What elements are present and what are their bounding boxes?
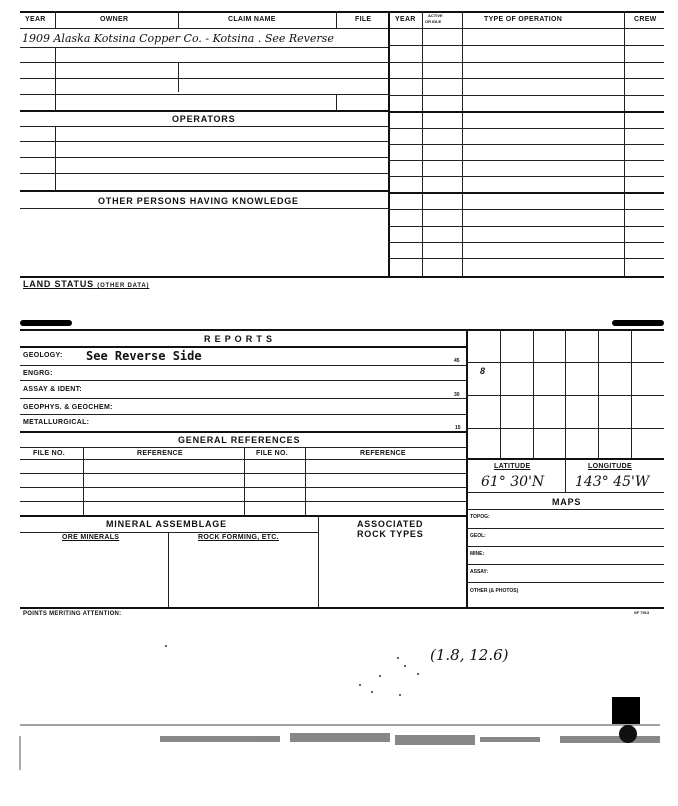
row-line <box>20 157 388 158</box>
col-header-owner: OWNER <box>100 16 129 23</box>
scale-45: 45 <box>454 358 460 364</box>
grid-line <box>631 329 632 458</box>
other-persons-heading: OTHER PERSONS HAVING KNOWLEDGE <box>98 196 299 206</box>
maps-other: OTHER (& PHOTOS) <box>470 588 519 594</box>
rock-types-heading: ROCK TYPES <box>357 529 424 539</box>
divider <box>336 11 337 28</box>
row-line <box>20 190 388 192</box>
grid-line <box>598 329 599 458</box>
grid-line <box>466 428 664 429</box>
maps-assay: ASSAY: <box>470 569 489 575</box>
reports-top-border <box>20 329 664 331</box>
operators-heading: OPERATORS <box>172 114 236 124</box>
row-line <box>20 78 388 79</box>
scan-noise <box>0 640 678 806</box>
row-line <box>20 110 388 112</box>
ore-minerals-heading: ORE MINERALS <box>62 534 120 541</box>
reports-heading: R E P O R T S <box>204 334 273 344</box>
points-meriting-attention: POINTS MERITING ATTENTION: <box>23 611 122 617</box>
form-code: SF 7513 <box>634 610 650 615</box>
row-line <box>466 546 664 547</box>
ref-col-reference-1: REFERENCE <box>137 450 183 457</box>
row-line <box>388 144 664 145</box>
grid-line <box>533 329 534 458</box>
geophys-label: GEOPHYS. & GEOCHEM: <box>23 404 113 411</box>
grid-line <box>466 395 664 396</box>
metallurgical-label: METALLURGICAL: <box>23 419 90 426</box>
divider <box>55 11 56 28</box>
maps-geol: GEOL: <box>470 533 486 539</box>
assay-label: ASSAY & IDENT: <box>23 386 83 393</box>
grid-line <box>565 329 566 458</box>
row-line <box>388 128 664 129</box>
row-line <box>20 365 466 366</box>
land-status-heading: LAND STATUS (OTHER DATA) <box>23 279 150 289</box>
longitude-label: LONGITUDE <box>588 463 632 470</box>
row-line <box>388 62 664 63</box>
row-line <box>20 141 388 142</box>
row-line <box>20 431 466 433</box>
scan-mark-right <box>612 320 664 326</box>
mineral-bottom-line <box>20 607 664 609</box>
scale-30: 30 <box>454 392 460 398</box>
ref-col-file-no-2: FILE NO. <box>256 450 288 457</box>
ref-col-reference-2: REFERENCE <box>360 450 406 457</box>
row-line <box>20 380 466 381</box>
row-line <box>466 509 664 510</box>
row-line <box>20 346 466 348</box>
rock-forming-heading: ROCK FORMING, ETC. <box>198 534 279 541</box>
row-line <box>20 447 466 448</box>
row-line <box>388 226 664 227</box>
top-border <box>20 11 664 13</box>
divider <box>168 532 169 607</box>
scale-15: 15 <box>455 425 461 431</box>
col-header-crew: CREW <box>634 16 657 23</box>
mineral-assemblage-heading: MINERAL ASSEMBLAGE <box>106 519 227 529</box>
row-line <box>466 528 664 529</box>
engrg-label: ENGRG: <box>23 370 53 377</box>
row-line <box>388 160 664 161</box>
divider <box>178 11 179 28</box>
row-line <box>20 47 388 48</box>
grid-line <box>466 362 664 363</box>
maps-topog: TOPOG: <box>470 514 490 520</box>
row-line <box>20 501 466 502</box>
col-header-file: FILE <box>355 16 372 23</box>
divider <box>55 126 56 190</box>
row-line <box>466 564 664 565</box>
geology-value: See Reverse Side <box>86 349 202 363</box>
divider <box>318 515 319 607</box>
row-line <box>388 45 664 46</box>
associated-heading: ASSOCIATED <box>357 519 424 529</box>
maps-mine: MINE: <box>470 551 485 557</box>
col-header-year-2: YEAR <box>395 16 416 23</box>
row-line <box>388 192 664 194</box>
ref-col-file-no-1: FILE NO. <box>33 450 65 457</box>
grid-mark: 8 <box>480 366 486 376</box>
divider <box>55 47 56 110</box>
col-header-claim-name: CLAIM NAME <box>228 16 276 23</box>
row-line <box>20 459 466 460</box>
coordinates-note: (1.8, 12.6) <box>430 646 509 664</box>
row-line <box>20 414 466 415</box>
top-table-bottom <box>20 276 664 278</box>
longitude-value: 143° 45'W <box>575 474 650 490</box>
latitude-label: LATITUDE <box>494 463 531 470</box>
row-line <box>388 176 664 177</box>
row-line <box>20 398 466 399</box>
row-line <box>20 515 466 517</box>
divider <box>336 94 337 110</box>
header-bottom-line <box>20 28 664 29</box>
col-header-idle: OR IDLE <box>425 19 442 24</box>
row-line <box>466 492 664 493</box>
scan-mark-left <box>20 320 72 326</box>
row-line <box>20 487 466 488</box>
row-line <box>20 532 318 533</box>
maps-heading: MAPS <box>552 497 582 507</box>
grid-line <box>500 329 501 458</box>
row-line <box>20 173 388 174</box>
row-line <box>20 126 388 127</box>
divider <box>83 447 84 515</box>
row-line <box>466 582 664 583</box>
row-line <box>20 94 388 95</box>
row-line <box>20 208 388 209</box>
row-line <box>388 95 664 96</box>
row-line <box>20 473 466 474</box>
divider <box>178 62 179 92</box>
geology-label: GEOLOGY: <box>23 352 63 359</box>
divider <box>305 447 306 515</box>
handwritten-entry: 1909 Alaska Kotsina Copper Co. - Kotsina . See Reverse <box>22 32 334 45</box>
row-line <box>388 78 664 79</box>
row-line <box>388 209 664 210</box>
latitude-value: 61° 30'N <box>481 474 545 490</box>
divider <box>565 458 566 492</box>
row-line <box>20 62 388 63</box>
col-header-active: ACTIVE <box>428 13 443 18</box>
row-line <box>388 242 664 243</box>
col-header-year: YEAR <box>25 16 46 23</box>
divider <box>244 447 245 515</box>
row-line <box>388 111 664 113</box>
general-references-heading: GENERAL REFERENCES <box>178 435 301 445</box>
right-panel-border <box>466 329 468 607</box>
col-header-type-of-operation: TYPE OF OPERATION <box>484 16 563 23</box>
row-line <box>388 258 664 259</box>
